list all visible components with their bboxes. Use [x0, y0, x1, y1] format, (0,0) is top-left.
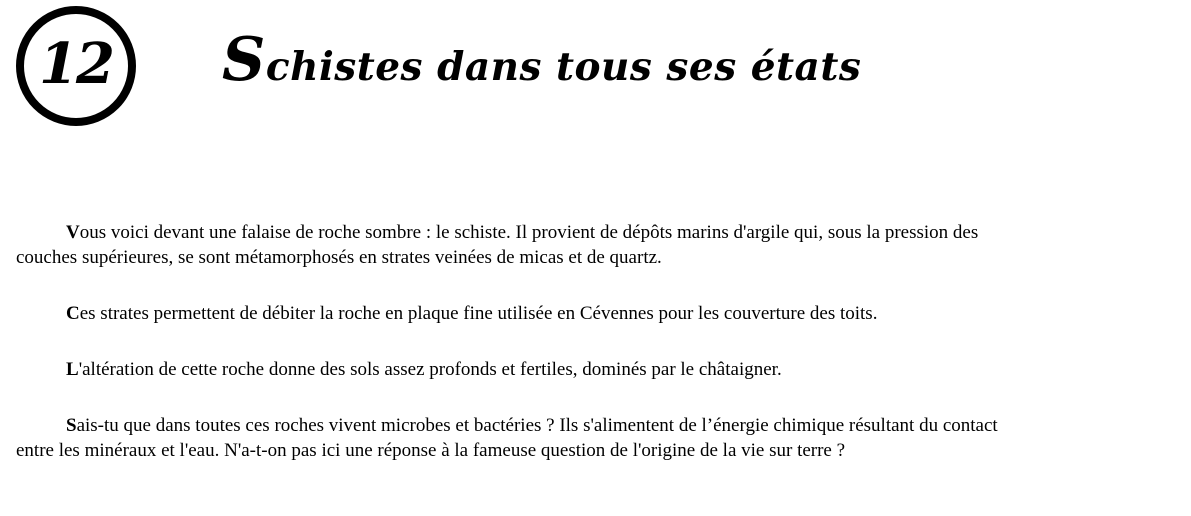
paragraph-3 [16, 357, 1016, 382]
paragraph-2 [16, 301, 1016, 326]
paragraph-4 [16, 413, 1016, 463]
title-initial: S [222, 25, 266, 95]
paragraph-initial: L [66, 359, 79, 380]
page-title [222, 25, 862, 95]
paragraph-text: ais-tu que dans toutes ces roches vivent microbes et bactéries ? Ils s'alimentent de l’énergie chimique résultant du contact entre les minéraux et l'eau. N'a-t-on pas ici une réponse à la fameuse question de l'origine de la vie sur terre ? [16, 415, 998, 461]
paragraph-text: 'altération de cette roche donne des sols assez profonds et fertiles, dominés par le châtaigner. [78, 359, 782, 380]
paragraph-initial: S [66, 415, 77, 436]
paragraph-initial: V [66, 222, 80, 243]
body-text [16, 220, 1016, 494]
title-rest: chistes dans tous ses états [265, 44, 862, 90]
paragraph-text: es strates permettent de débiter la roche en plaque fine utilisée en Cévennes pour les couverture des toits. [79, 303, 878, 324]
paragraph-initial: C [66, 303, 80, 324]
stop-number: 12 [39, 31, 113, 97]
paragraph-1 [16, 220, 1016, 270]
stop-number-badge [16, 6, 136, 126]
paragraph-text: ous voici devant une falaise de roche sombre : le schiste. Il provient de dépôts marins d'argile qui, sous la pression des couches supérieures, se sont métamorphosés en strates veinées de micas et de quartz. [16, 222, 979, 268]
